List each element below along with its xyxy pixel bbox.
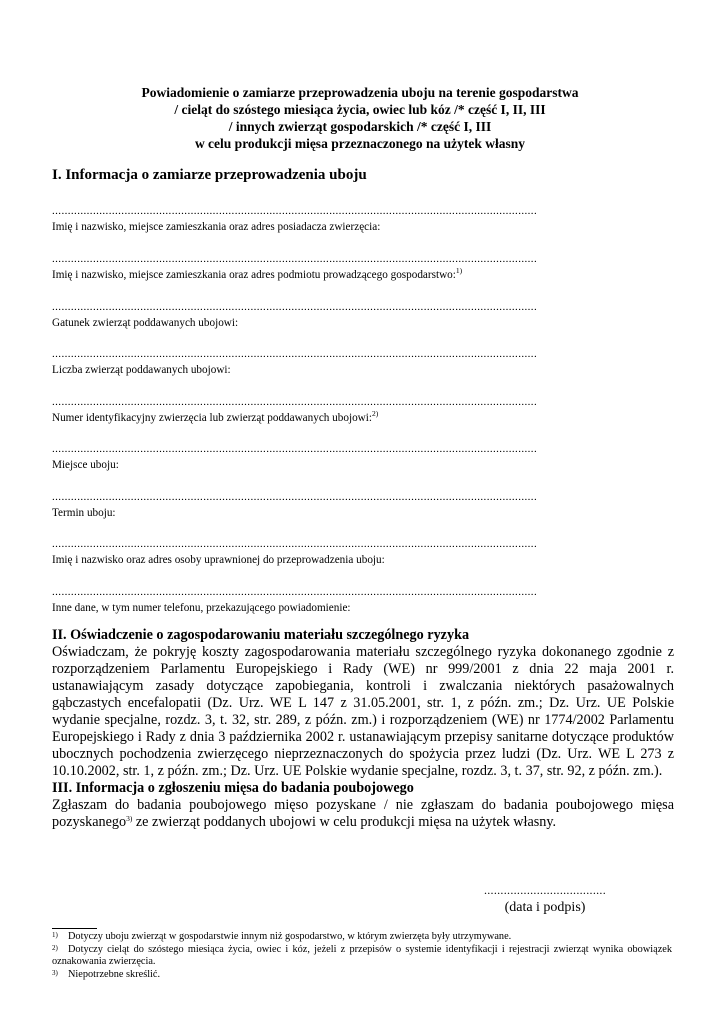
footnote-3: 3) Niepotrzebne skreślić.: [52, 968, 161, 980]
fill-in-line[interactable]: ..........................................................................................................................................................: [52, 586, 538, 598]
signature-line[interactable]: .....................................: [483, 883, 607, 897]
field-slaughter-date[interactable]: [52, 491, 582, 520]
field-owner[interactable]: [52, 205, 582, 234]
title-line-1: Powiadomienie o zamiarze przeprowadzenia uboju na terenie gospodarstwa: [141, 85, 579, 100]
fill-in-line[interactable]: ..........................................................................................................................................................: [52, 443, 538, 455]
section-2-heading: II. Oświadczenie o zagospodarowaniu materiału szczególnego ryzyka: [52, 627, 470, 643]
field-label: Imię i nazwisko, miejsce zamieszkania oraz adres posiadacza zwierzęcia:: [52, 221, 381, 233]
field-slaughter-place[interactable]: [52, 443, 582, 472]
field-animal-count[interactable]: [52, 348, 582, 377]
field-label: Liczba zwierząt poddawanych ubojowi:: [52, 364, 231, 376]
footnote-2: 2) Dotyczy cieląt do szóstego miesiąca życia, owiec i kóz, jeżeli z przepisów o systemie identyfikacji i rejestracji zwierząt wynika obowiązek oznakowania zwierzęcia.: [52, 943, 672, 967]
fill-in-line[interactable]: ..........................................................................................................................................................: [52, 205, 538, 217]
document-title: [60, 84, 660, 152]
field-label: Imię i nazwisko, miejsce zamieszkania oraz adres podmiotu prowadzącego gospodarstwo:$^{1)}$: [52, 266, 463, 281]
section-2-body: Oświadczam, że pokryję koszty zagospodarowania materiału szczególnego ryzyka dokonanego zgodnie z rozporządzeniem Parlamentu Europejskiego i Rady (WE) nr 999/2001 z dnia 22 maja 2001 r. ustanawiającym zasady dotyczące zapobiegania, kontroli i zwalczania niektórych pasażowalnych gąbczastych encefalopatii (Dz. Urz. WE L 147 z 31.05.2001, str. 1, z późn. zm.; Dz. Urz. UE Polskie wydanie specjalne, rozdz. 3, t. 32, str. 289, z późn. zm.) i rozporządzeniem (WE) nr 1774/2002 Parlamentu Europejskiego i Rady z dnia 3 października 2002 r. ustanawiającym przepisy sanitarne dotyczące produktów ubocznych pochodzenia zwierzęcego nieprzeznaczonych do spożycia przez ludzi (Dz. Urz. WE L 273 z 10.10.2002, str. 1, z późn. zm.; Dz. Urz. UE Polskie wydanie specjalne, rozdz. 3, t. 37, str. 92, z późn. zm.).: [52, 644, 674, 779]
signature-block: [470, 881, 620, 917]
footnote-1: 1) Dotyczy uboju zwierząt w gospodarstwie innym niż gospodarstwo, w którym zwierzęta były utrzymywane.: [52, 931, 512, 942]
fill-in-line[interactable]: ..........................................................................................................................................................: [52, 538, 538, 550]
fill-in-line[interactable]: ..........................................................................................................................................................: [52, 348, 538, 360]
signature-label: (data i podpis): [504, 900, 586, 915]
fill-in-line[interactable]: ..........................................................................................................................................................: [52, 301, 538, 313]
section-1-heading: I. Informacja o zamiarze przeprowadzenia uboju: [52, 167, 367, 183]
field-label: Imię i nazwisko oraz adres osoby uprawnionej do przeprowadzenia uboju:: [52, 554, 385, 566]
field-other-data[interactable]: [52, 586, 582, 615]
title-line-2: / cieląt do szóstego miesiąca życia, owiec lub kóz /* część I, II, III: [174, 102, 546, 117]
field-label: Termin uboju:: [52, 507, 116, 519]
fill-in-line[interactable]: ..........................................................................................................................................................: [52, 253, 538, 265]
title-line-3: / innych zwierząt gospodarskich /* część I, III: [228, 119, 492, 134]
field-species[interactable]: [52, 301, 582, 330]
section-3-body: Zgłaszam do badania poubojowego mięso pozyskane / nie zgłaszam do badania poubojowego mięsa pozyskanego$^{3)}$ ze zwierząt poddanych ubojowi w celu produkcji mięsa na użytek własny.: [52, 797, 674, 830]
field-label: Numer identyfikacyjny zwierzęcia lub zwierząt poddawanych ubojowi:$^{2)}$: [52, 409, 379, 424]
declarations: [52, 627, 674, 831]
footnotes: [52, 931, 672, 981]
field-label: Gatunek zwierząt poddawanych ubojowi:: [52, 317, 239, 329]
fill-in-line[interactable]: ..........................................................................................................................................................: [52, 396, 538, 408]
fill-in-line[interactable]: ..........................................................................................................................................................: [52, 491, 538, 503]
field-authorized-person[interactable]: [52, 538, 582, 567]
field-id-number[interactable]: [52, 396, 582, 425]
title-line-4: w celu produkcji mięsa przeznaczonego na użytek własny: [194, 136, 526, 151]
field-label: Inne dane, w tym numer telefonu, przekazującego powiadomienie:: [52, 602, 351, 614]
section-3-heading: III. Informacja o zgłoszeniu mięsa do badania poubojowego: [52, 780, 414, 796]
field-label: Miejsce uboju:: [52, 459, 119, 471]
field-farm-operator[interactable]: [52, 253, 582, 282]
